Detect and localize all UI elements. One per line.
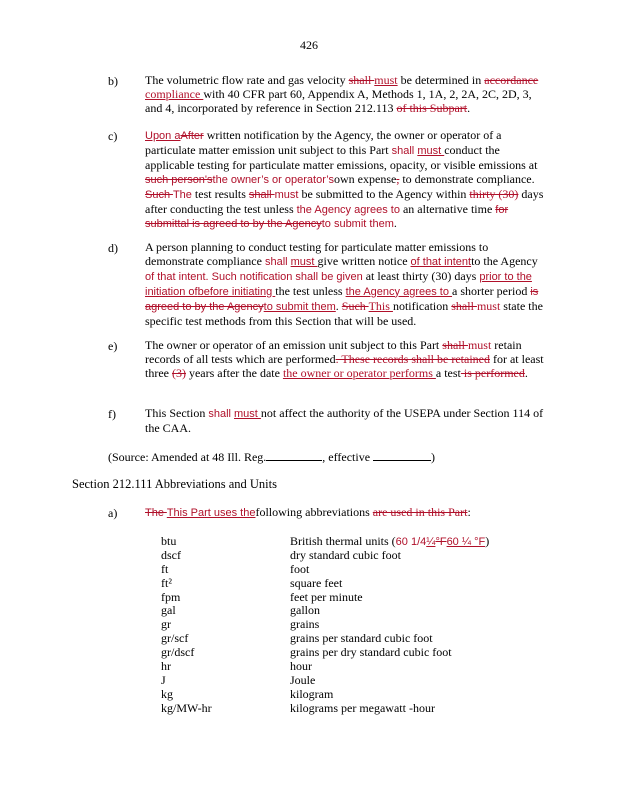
inserted-text: must bbox=[374, 73, 398, 87]
abbreviation: gr/dscf bbox=[161, 645, 195, 660]
text-run: This Section bbox=[145, 406, 209, 420]
abbreviation: J bbox=[161, 672, 166, 687]
text-run: notification bbox=[392, 298, 452, 313]
inserted-text: to submit them bbox=[263, 300, 336, 313]
text-run: be determined in bbox=[397, 73, 485, 87]
revised-text: shall bbox=[264, 255, 291, 268]
abbreviation-row bbox=[161, 618, 501, 632]
deleted-text: are used in this Part bbox=[372, 505, 468, 519]
revised-text: to submit them bbox=[321, 218, 394, 231]
item-label: a) bbox=[108, 506, 118, 520]
revised-text: of that intent. Such notification shall be given bbox=[145, 270, 363, 283]
inserted-text: of that intent bbox=[410, 255, 472, 268]
abbreviation: dscf bbox=[161, 547, 181, 562]
section-heading: Section 212.111 Abbreviations and Units bbox=[72, 477, 277, 491]
deleted-text: shall bbox=[451, 298, 477, 313]
abbreviation: ft bbox=[161, 561, 169, 576]
item-label: d) bbox=[108, 241, 118, 255]
abbreviation-row bbox=[161, 660, 501, 674]
text-run: for at least three bbox=[145, 351, 544, 380]
deleted-text: for submittal is agreed to by the Agency bbox=[145, 203, 509, 231]
abbreviation: hr bbox=[161, 659, 171, 674]
inserted-text: This Part uses the bbox=[166, 507, 256, 519]
item-label: c) bbox=[108, 129, 118, 143]
blank-line bbox=[373, 450, 431, 461]
revised-text: must bbox=[467, 338, 492, 352]
text-run: years after the date bbox=[185, 365, 283, 380]
deleted-text: such person's bbox=[145, 173, 213, 186]
deleted-text: of this Subpart bbox=[396, 100, 468, 115]
text-run: with 40 CFR part 60, Appendix A, Methods 1, 1A, 2, 2A, 2C, 2D, 3, and 4, incorporated by reference in Section 212.113 bbox=[145, 86, 532, 115]
inserted-text: This bbox=[368, 298, 393, 313]
inserted-text: the Agency agrees to bbox=[345, 285, 453, 298]
revised-text: 60 1/4 bbox=[395, 536, 427, 548]
abbreviation: gr/scf bbox=[161, 631, 189, 646]
text-run: conduct the applicable testing for particulate matter emissions, opacity, or visible emissions at bbox=[145, 142, 538, 172]
abbreviation: kg/MW-hr bbox=[161, 700, 212, 715]
page-number: 426 bbox=[300, 38, 318, 52]
item-text bbox=[145, 74, 545, 116]
text-run: following abbreviations bbox=[255, 505, 373, 519]
item-label: b) bbox=[108, 74, 118, 88]
abbreviation-row bbox=[161, 591, 501, 605]
text-run: ) bbox=[485, 534, 490, 548]
source-text: ) bbox=[431, 450, 436, 464]
text-run: test results bbox=[191, 186, 249, 201]
abbreviation-meaning: gallon bbox=[290, 603, 320, 618]
inserted-text: must bbox=[417, 144, 445, 157]
abbreviation: btu bbox=[161, 534, 177, 548]
inserted-text: prior to the initiation of bbox=[145, 270, 532, 298]
abbreviation-table bbox=[161, 535, 501, 716]
item-text bbox=[145, 407, 545, 436]
abbreviation: kg bbox=[161, 686, 173, 701]
abbreviation-row bbox=[161, 563, 501, 577]
abbreviation-row bbox=[161, 535, 501, 549]
text-run: to demonstrate compliance. bbox=[399, 171, 535, 186]
deleted-text: , bbox=[396, 171, 400, 186]
abbreviation: fpm bbox=[161, 589, 181, 604]
abbreviation-meaning: hour bbox=[290, 659, 312, 674]
inserted-text: the owner or operator performs bbox=[282, 365, 436, 380]
text-run: to the Agency bbox=[471, 253, 538, 268]
text-run: retain records of all tests which are performed bbox=[145, 338, 522, 366]
deleted-text: shall bbox=[348, 73, 375, 87]
abbreviation-row bbox=[161, 577, 501, 591]
source-text: (Source: Amended at 48 Ill. Reg. bbox=[108, 450, 267, 464]
text-run: . bbox=[393, 216, 397, 231]
item-label: f) bbox=[108, 407, 116, 421]
abbreviation: ft² bbox=[161, 575, 172, 590]
deleted-text: shall bbox=[442, 338, 468, 352]
abbreviation-row bbox=[161, 688, 501, 702]
text-run: The volumetric flow rate and gas velocity bbox=[145, 73, 349, 87]
text-run: at least thirty (30) days bbox=[362, 268, 480, 283]
text-run: . bbox=[335, 298, 342, 313]
abbreviation-meaning: dry standard cubic foot bbox=[290, 547, 401, 562]
abbreviation-row bbox=[161, 604, 501, 618]
abbreviation-meaning: kilogram bbox=[290, 686, 334, 701]
source-note bbox=[108, 450, 435, 465]
text-run: . bbox=[524, 365, 528, 380]
abbreviation-meaning: foot bbox=[290, 561, 310, 576]
deleted-text: . These records shall be retained bbox=[335, 351, 490, 366]
item-label: e) bbox=[108, 339, 118, 353]
text-run: be submitted to the Agency within bbox=[298, 186, 470, 201]
inserted-text: 60 ¼ °F bbox=[446, 536, 486, 548]
deleted-text: Such bbox=[145, 188, 173, 201]
abbreviation-meaning: Joule bbox=[290, 672, 316, 687]
abbreviation: gal bbox=[161, 603, 176, 618]
inserted-text: Upon a bbox=[145, 130, 181, 142]
text-run: written notification by the Agency, the owner or operator of a particulate matter emission unit subject to this Part bbox=[145, 128, 502, 157]
abbreviation-row bbox=[161, 674, 501, 688]
text-run: the test unless bbox=[275, 283, 346, 298]
item-text bbox=[145, 339, 545, 381]
text-run: give written notice bbox=[317, 253, 411, 268]
abbreviation-meaning: feet per minute bbox=[290, 589, 363, 604]
abbreviation-meaning: grains per dry standard cubic foot bbox=[290, 645, 452, 660]
inserted-text: compliance bbox=[145, 86, 204, 101]
revised-text: shall bbox=[208, 408, 235, 420]
revised-text: the owner’s or operator’s bbox=[212, 173, 335, 186]
inserted-text: before initiating bbox=[197, 285, 276, 298]
source-text: , effective bbox=[322, 450, 374, 464]
deleted-text: °F bbox=[435, 536, 447, 548]
deleted-text: is performed bbox=[460, 365, 525, 380]
abbreviation-meaning: grains per standard cubic foot bbox=[290, 631, 433, 646]
revised-text: shall bbox=[391, 144, 418, 157]
abbreviation-meaning: square feet bbox=[290, 575, 343, 590]
deleted-text: (3) bbox=[171, 365, 186, 380]
item-text bbox=[145, 241, 545, 328]
text-run: own expense bbox=[334, 171, 397, 186]
text-run: . bbox=[467, 100, 471, 115]
deleted-text: accordance bbox=[484, 73, 539, 87]
abbreviation-meaning: grains bbox=[290, 617, 320, 632]
inserted-text: must bbox=[290, 255, 318, 268]
revised-text: The bbox=[172, 188, 192, 201]
text-run: days after conducting the test unless bbox=[145, 186, 544, 216]
abbreviation: gr bbox=[161, 617, 171, 632]
abbreviation-row bbox=[161, 632, 501, 646]
inserted-text: ¼ bbox=[426, 536, 436, 548]
text-run: : bbox=[467, 505, 471, 519]
abbreviation-row bbox=[161, 549, 501, 563]
deleted-text: thirty (30) bbox=[469, 186, 519, 201]
revised-text: must bbox=[476, 298, 501, 313]
deleted-text: After bbox=[180, 130, 204, 142]
abbreviation-row bbox=[161, 646, 501, 660]
deleted-text: shall bbox=[248, 188, 275, 201]
text-run: British thermal units ( bbox=[290, 534, 396, 548]
blank-line bbox=[266, 450, 322, 461]
abbreviation-meaning: kilograms per megawatt -hour bbox=[290, 700, 435, 715]
deleted-text: is agreed to by the Agency bbox=[145, 285, 539, 313]
text-run: a shorter period bbox=[452, 283, 531, 298]
abbreviation-row bbox=[161, 702, 501, 716]
item-text bbox=[145, 129, 545, 232]
text-run: a test bbox=[435, 365, 461, 380]
text-run: The owner or operator of an emission unit subject to this Part bbox=[145, 338, 443, 352]
revised-text: the Agency agrees to bbox=[296, 203, 400, 216]
inserted-text: must bbox=[234, 408, 261, 420]
text-run: not affect the authority of the USEPA under Section 114 of the CAA. bbox=[145, 406, 544, 435]
deleted-text: Such bbox=[341, 298, 369, 313]
revised-text: must bbox=[274, 188, 299, 201]
text-run: state the specific test methods from this Section that will be used. bbox=[145, 298, 543, 328]
deleted-text: The bbox=[145, 507, 167, 519]
text-run: A person planning to conduct testing for particulate matter emissions to demonstrate compliance bbox=[145, 240, 489, 268]
item-text bbox=[145, 506, 545, 521]
text-run: an alternative time bbox=[399, 201, 496, 216]
